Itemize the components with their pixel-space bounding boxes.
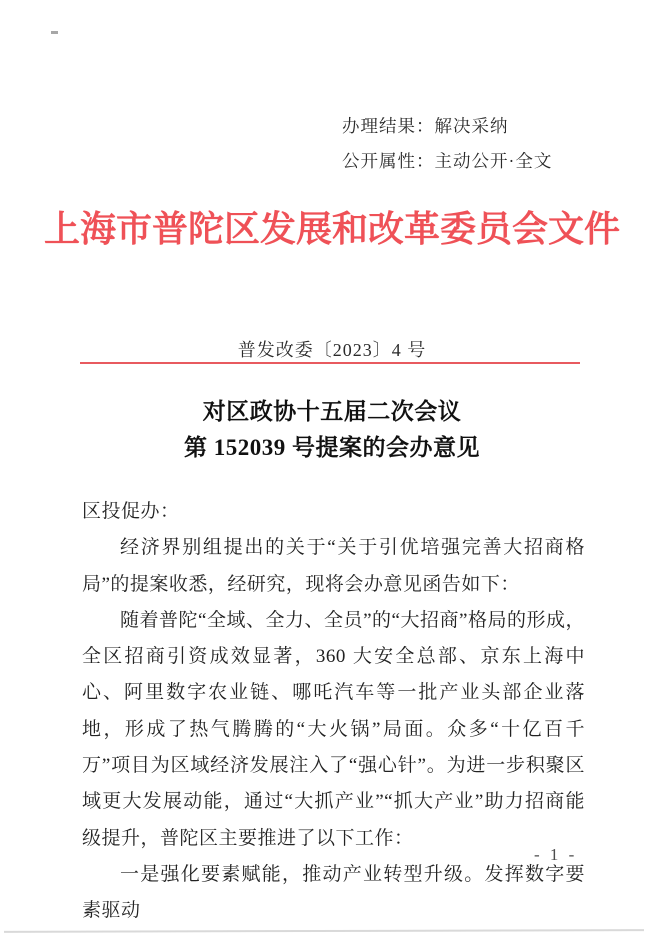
meta-block (342, 109, 552, 179)
salutation: 区投促办： (82, 501, 180, 522)
scan-artifact (51, 31, 58, 34)
body-paragraph: 一是强化要素赋能，推动产业转型升级。发挥数字要素驱动 (82, 863, 585, 922)
body-paragraph: 经济界别组提出的关于“关于引优培强完善大招商格局”的提案收悉，经研究，现将会办意见函告如下： (82, 537, 585, 595)
agency-header: 上海市普陀区发展和改革委员会文件 (43, 209, 620, 249)
body-paragraph: 随着普陀“全域、全力、全员”的“大招商”格局的形成，全区招商引资成效显著，360 大安全总部、京东上海中心、阿里数字农业链、哪吒汽车等一批产业头部企业落地，形成了热气腾腾的“大火锅”局面。众多“十亿百千万”项目为区域经济发展注入了“强心针”。为进一步积聚区域更大发展动能，通过“大抓产业”“抓大产业”助力招商能级提升，普陀区主要推进了以下工作： (82, 609, 585, 849)
document-title-line1: 对区政协十五届二次会议 (202, 399, 462, 424)
scan-edge-line (4, 929, 644, 933)
document-title-line2: 第 152039 号提案的会办意见 (184, 435, 480, 460)
doc-number: 普发改委〔2023〕4 号 (237, 340, 427, 360)
meta-handling-result: 办理结果：解决采纳 (342, 116, 509, 136)
document-body (82, 494, 585, 930)
page-number: - 1 - (534, 845, 578, 864)
document-title (0, 394, 664, 466)
meta-publicity: 公开属性：主动公开·全文 (342, 151, 553, 171)
red-rule (80, 362, 580, 364)
